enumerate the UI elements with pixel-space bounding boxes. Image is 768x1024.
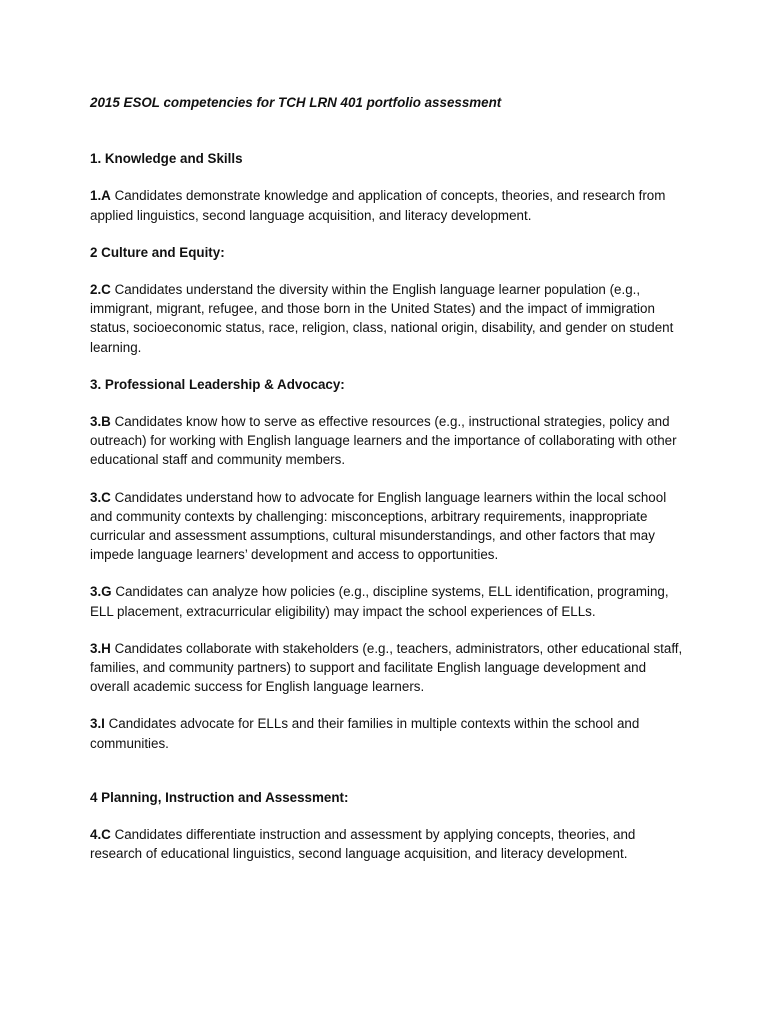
competency-code: 2.C (90, 282, 111, 298)
competency-item (90, 186, 688, 224)
competency-item (90, 825, 688, 863)
competency-text: Candidates advocate for ELLs and their families in multiple contexts within the school and communities. (90, 716, 640, 751)
competency-item (90, 488, 688, 565)
competency-text: Candidates differentiate instruction and assessment by applying concepts, theories, and research of educational linguistics, second language acquisition, and literacy development. (90, 827, 636, 862)
competency-item (90, 280, 688, 357)
competency-code: 3.I (90, 716, 105, 732)
section-heading-leadership-advocacy: 3. Professional Leadership & Advocacy: (90, 376, 345, 392)
competency-item (90, 714, 688, 752)
competency-text: Candidates demonstrate knowledge and application of concepts, theories, and research from applied linguistics, second language acquisition, and literacy development. (90, 188, 666, 223)
section-heading-planning-instruction: 4 Planning, Instruction and Assessment: (90, 789, 349, 805)
competency-text: Candidates know how to serve as effective resources (e.g., instructional strategies, policy and outreach) for working with English language learners and the importance of collaborating with other educational staff and community members. (90, 414, 677, 468)
competency-code: 3.B (90, 414, 111, 430)
competency-code: 3.H (90, 640, 111, 656)
competency-item (90, 582, 688, 620)
document-title: 2015 ESOL competencies for TCH LRN 401 portfolio assessment (90, 95, 502, 110)
competency-code: 3.C (90, 489, 111, 505)
competency-code: 1.A (90, 188, 111, 204)
section-heading-culture-equity: 2 Culture and Equity: (90, 244, 225, 260)
competency-text: Candidates can analyze how policies (e.g., discipline systems, ELL identification, programing, ELL placement, extracurricular eligibility) may impact the school experiences of ELLs. (90, 584, 669, 619)
competency-item (90, 412, 688, 470)
competency-item (90, 639, 688, 697)
section-heading-knowledge-skills: 1. Knowledge and Skills (90, 151, 243, 167)
competency-code: 4.C (90, 827, 111, 843)
competency-text: Candidates collaborate with stakeholders (e.g., teachers, administrators, other educational staff, families, and community partners) to support and facilitate English language development and overall academic success for English language learners. (90, 640, 683, 695)
competency-text: Candidates understand the diversity within the English language learner population (e.g., immigrant, migrant, refugee, and those born in the United States) and the impact of immigration status, socioeconomic status, race, religion, class, national origin, disability, and gender on student learning. (90, 282, 674, 355)
competency-code: 3.G (90, 584, 112, 600)
competency-text: Candidates understand how to advocate for English language learners within the local school and community contexts by challenging: misconceptions, arbitrary requirements, inappropriate curricular and assessment assumptions, cultural misunderstandings, and other factors that may impede language learners’ development and access to opportunities. (90, 489, 667, 563)
